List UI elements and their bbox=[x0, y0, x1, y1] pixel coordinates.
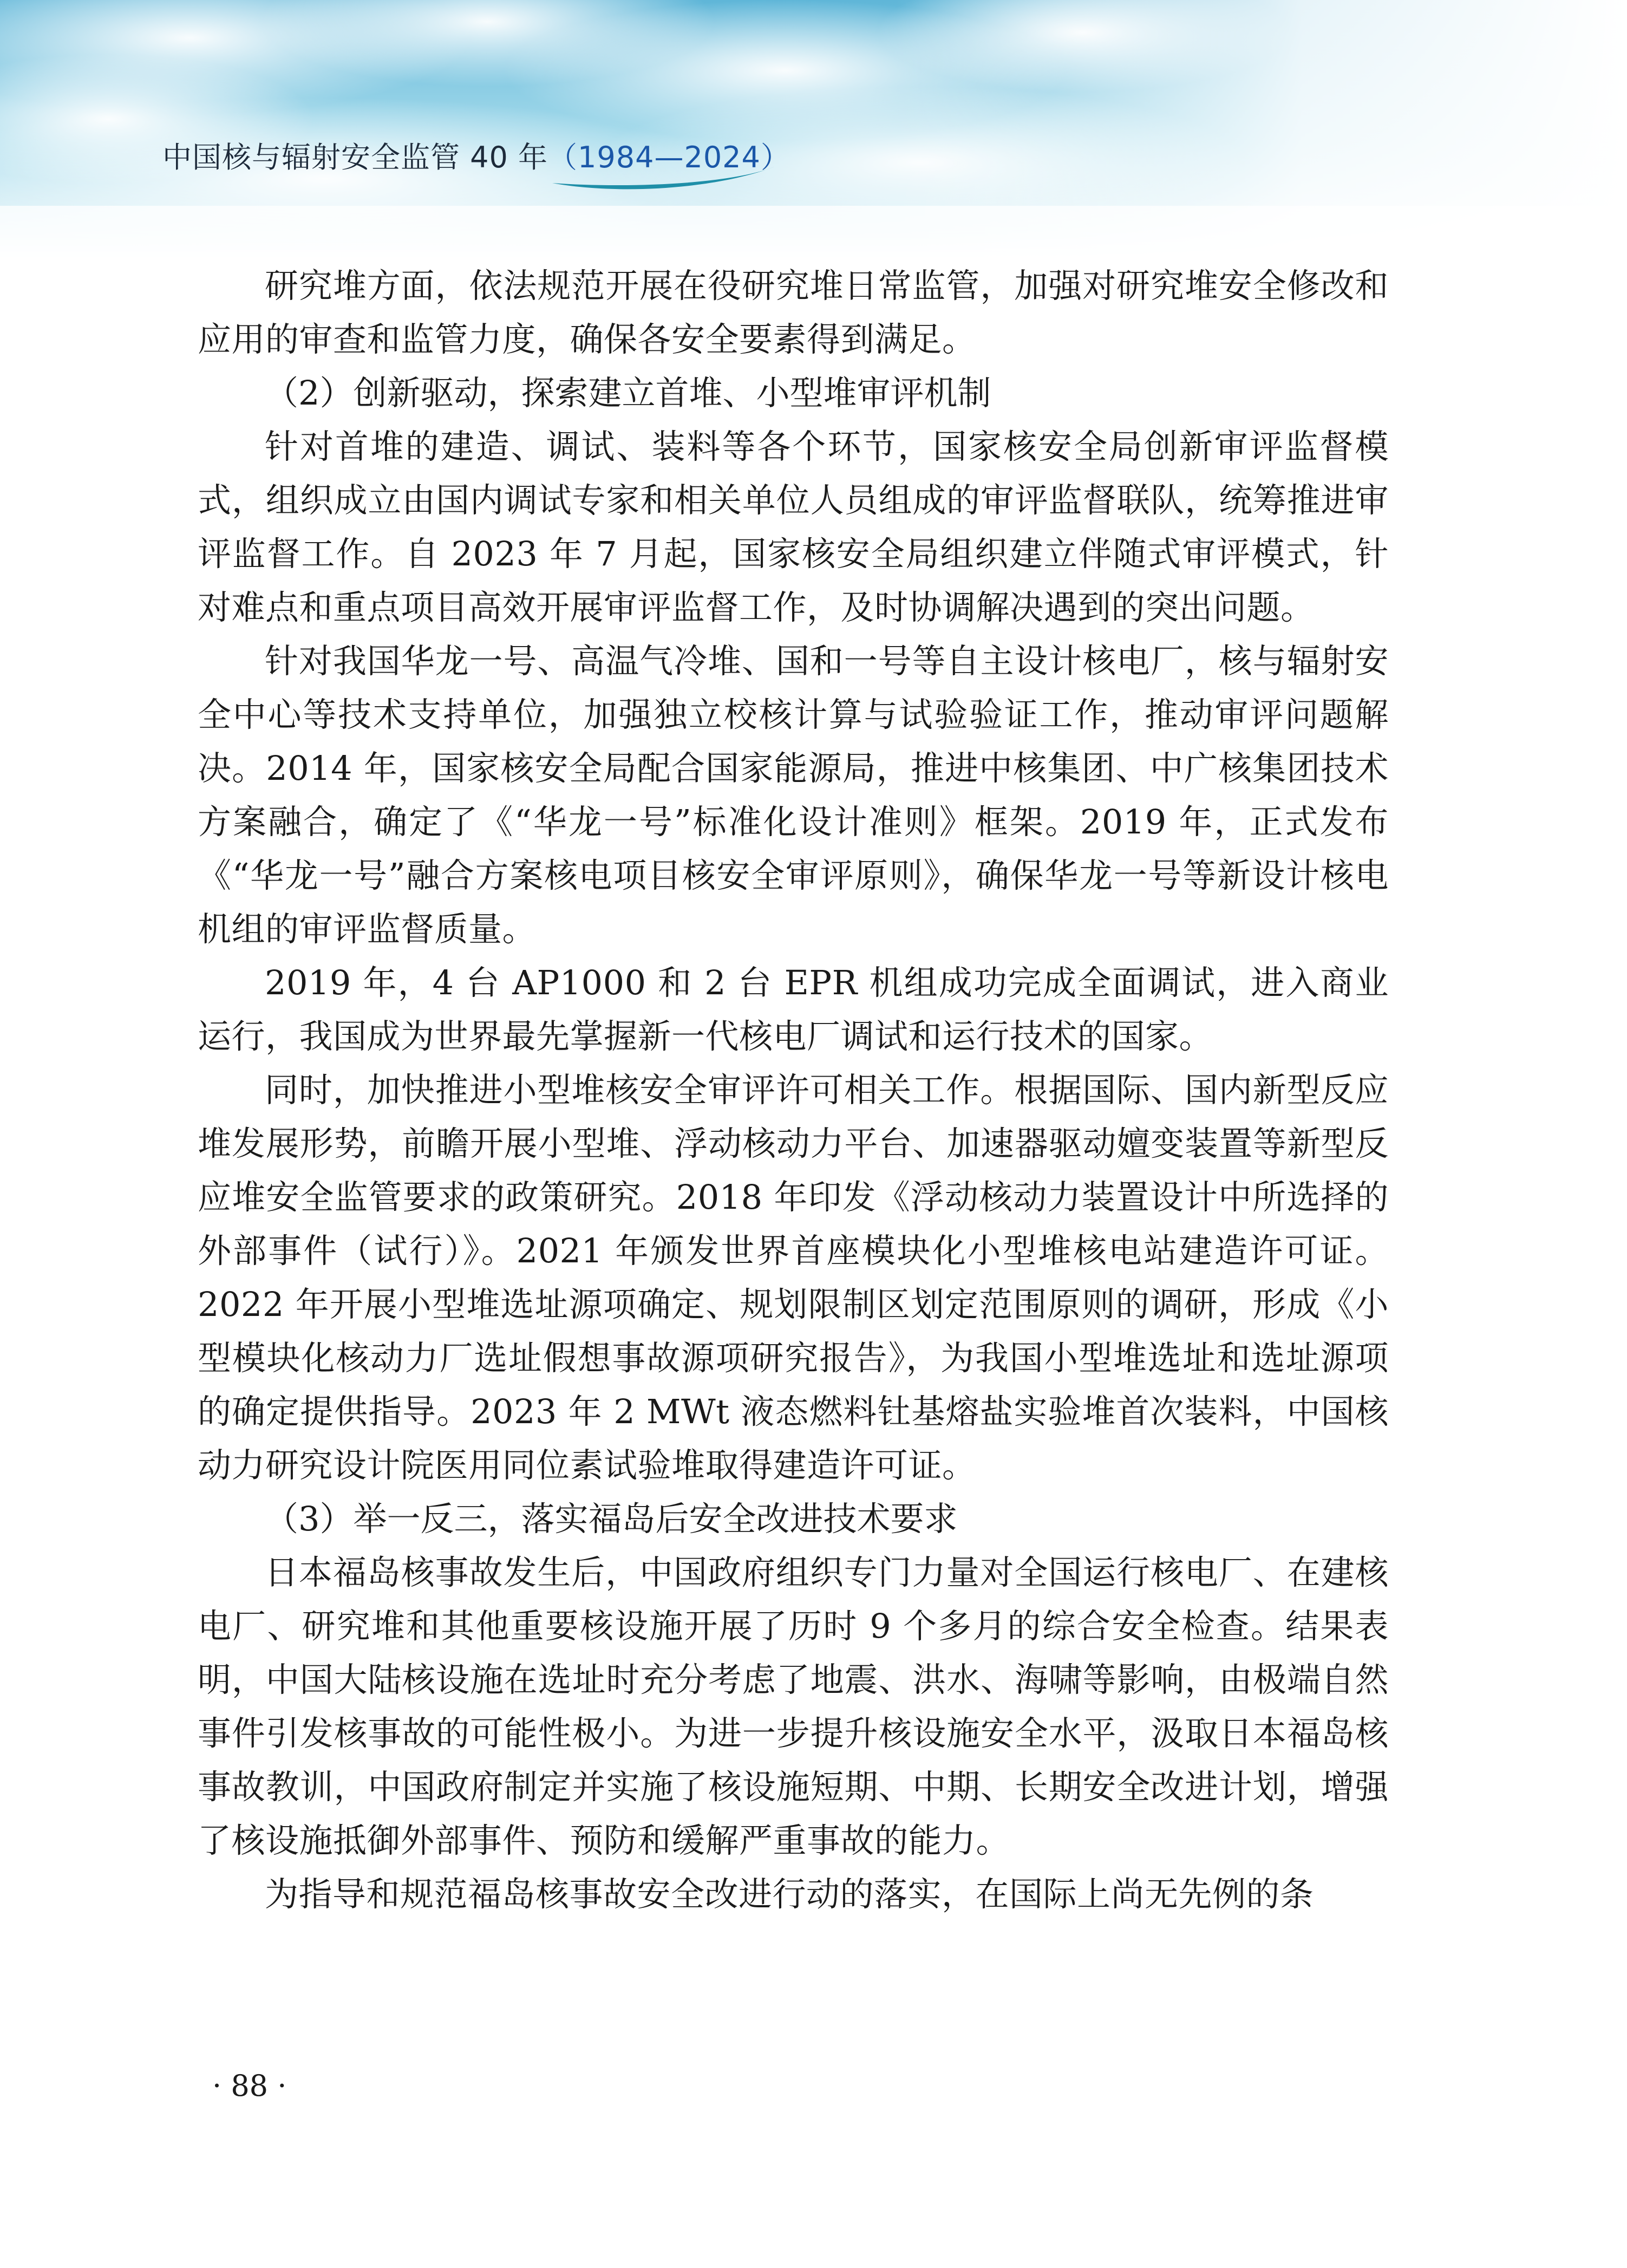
swoosh-ornament bbox=[552, 162, 780, 195]
book-title: 中国核与辐射安全监管 40 年 bbox=[162, 140, 548, 174]
paragraph: 针对我国华龙一号、高温气冷堆、国和一号等自主设计核电厂，核与辐射安全中心等技术支持单位，加强独立校核计算与试验验证工作，推动审评问题解决。2014 年，国家核安全局配合国家能源局，推进中核集团、中广核集团技术方案融合，确定了《“华龙一号”标准化设计准则》框架。2019 年，正式发布《“华龙一号”融合方案核电项目核安全审评原则》，确保华龙一号等新设计核电机组的审评监督质量。 bbox=[198, 641, 1389, 949]
paragraph: 为指导和规范福岛核事故安全改进行动的落实，在国际上尚无先例的条 bbox=[265, 1874, 1314, 1914]
paragraph: 针对首堆的建造、调试、装料等各个环节，国家核安全局创新审评监督模式，组织成立由国内调试专家和相关单位人员组成的审评监督联队，统筹推进审评监督工作。自 2023 年 7 月起，国家核安全局组织建立伴随式审评模式，针对难点和重点项目高效开展审评监督工作，及时协调解决遇到的突出问题。 bbox=[198, 427, 1389, 627]
book-years: （1984—2024） bbox=[548, 140, 790, 174]
page-number: · 88 · bbox=[212, 2069, 287, 2103]
body-text bbox=[198, 259, 1389, 1921]
section-heading: （2）创新驱动，探索建立首堆、小型堆审评机制 bbox=[265, 373, 991, 413]
section-heading: （3）举一反三，落实福岛后安全改进技术要求 bbox=[265, 1499, 958, 1539]
paragraph: 研究堆方面，依法规范开展在役研究堆日常监管，加强对研究堆安全修改和应用的审查和监管力度，确保各安全要素得到满足。 bbox=[198, 266, 1389, 359]
paragraph: 2019 年，4 台 AP1000 和 2 台 EPR 机组成功完成全面调试，进入商业运行，我国成为世界最先掌握新一代核电厂调试和运行技术的国家。 bbox=[198, 963, 1389, 1056]
paragraph: 日本福岛核事故发生后，中国政府组织专门力量对全国运行核电厂、在建核电厂、研究堆和其他重要核设施开展了历时 9 个多月的综合安全检查。结果表明，中国大陆核设施在选址时充分考虑了地震、洪水、海啸等影响，由极端自然事件引发核事故的可能性极小。为进一步提升核设施安全水平，汲取日本福岛核事故教训，中国政府制定并实施了核设施短期、中期、长期安全改进计划，增强了核设施抵御外部事件、预防和缓解严重事故的能力。 bbox=[198, 1553, 1389, 1860]
header-sky-decoration bbox=[0, 0, 1627, 260]
paragraph: 同时，加快推进小型堆核安全审评许可相关工作。根据国际、国内新型反应堆发展形势，前瞻开展小型堆、浮动核动力平台、加速器驱动嬗变装置等新型反应堆安全监管要求的政策研究。2018 年印发《浮动核动力装置设计中所选择的外部事件（试行）》。2021 年颁发世界首座模块化小型堆核电站建造许可证。2022 年开展小型堆选址源项确定、规划限制区划定范围原则的调研，形成《小型模块化核动力厂选址假想事故源项研究报告》，为我国小型堆选址和选址源项的确定提供指导。2023 年 2 MWt 液态燃料钍基熔盐实验堆首次装料，中国核动力研究设计院医用同位素试验堆取得建造许可证。 bbox=[198, 1070, 1389, 1485]
